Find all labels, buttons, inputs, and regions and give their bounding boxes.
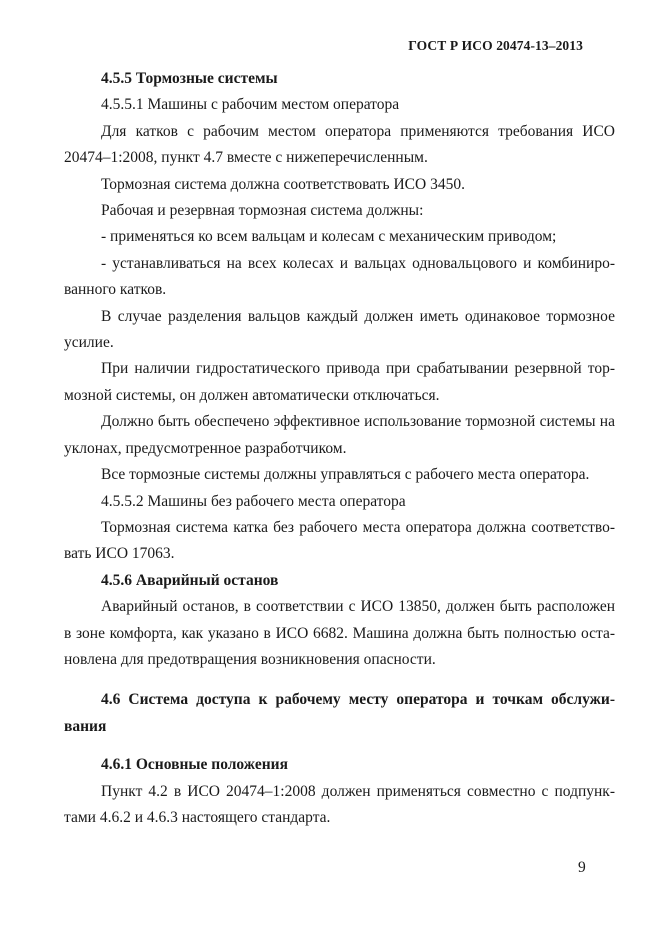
paragraph: Тормозная система должна соответствовать ИСО 3450. xyxy=(101,175,465,193)
paragraph: В случае разделения вальцов каждый должен иметь одинаковое тормозное усилие. xyxy=(64,307,615,352)
section-heading: 4.6.1 Основные положения xyxy=(101,756,288,774)
paragraph: 4.5.5.1 Машины с рабочим местом оператора xyxy=(101,96,400,114)
section-heading: 4.5.5 Тормозные системы xyxy=(101,70,278,87)
paragraph: Все тормозные системы должны управляться с рабочего места оператора. xyxy=(101,466,590,484)
paragraph: Должно быть обеспечено эффективное использование тормозной системы на уклонах, предусмотренное разработчиком. xyxy=(64,413,615,457)
list-item: - применяться ко всем вальцам и колесам с механическим приводом; xyxy=(101,228,557,246)
document-body xyxy=(64,66,615,831)
list-item: - устанавливаться на всех колесах и вальцах одновальцового и комбиниро-ванного катков. xyxy=(64,254,615,299)
paragraph: Тормозная система катка без рабочего места оператора должна соответство-вать ИСО 17063. xyxy=(64,518,615,563)
paragraph: Пункт 4.2 в ИСО 20474–1:2008 должен применяться совместно с подпунк-тами 4.6.2 и 4.6.3 настоящего стандарта. xyxy=(64,782,615,826)
paragraph: Рабочая и резервная тормозная система должны: xyxy=(101,202,424,220)
paragraph: 4.5.5.2 Машины без рабочего места оператора xyxy=(101,492,406,510)
paragraph: Аварийный останов, в соответствии с ИСО 13850, должен быть расположен в зоне комфорта, как указано в ИСО 6682. Машина должна быть полностью оста-новлена для предотвращения возникновения опасности. xyxy=(64,598,615,668)
section-heading: 4.6 Система доступа к рабочему месту оператора и точкам обслужи-вания xyxy=(64,691,615,735)
document-header: ГОСТ Р ИСО 20474-13–2013 xyxy=(408,38,583,53)
paragraph: Для катков с рабочим местом оператора применяются требования ИСО 20474–1:2008, пункт 4.7 вместе с нижеперечисленным. xyxy=(64,122,615,167)
section-heading: 4.5.6 Аварийный останов xyxy=(101,571,279,589)
paragraph: При наличии гидростатического привода при срабатывании резервной тор-мозной системы, он должен автоматически отключаться. xyxy=(64,360,615,404)
page-number: 9 xyxy=(578,859,586,876)
